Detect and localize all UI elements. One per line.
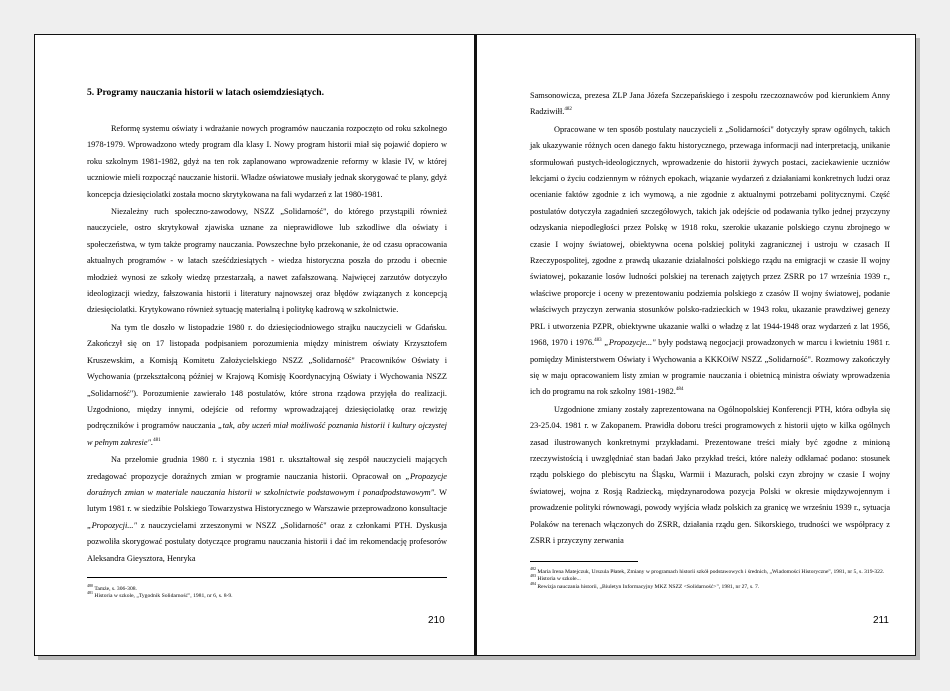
footnote — [530, 566, 890, 576]
paragraph — [530, 88, 890, 121]
footnote-number: 484 — [530, 580, 536, 586]
footnote — [87, 590, 447, 600]
text-run: były podstawą negocjacji prowadzonych w marcu i kwietniu 1981 r. pomiędzy Ministerstwem Oświaty i Wychowania a KKKOiW NSZZ „Solidarność". Rozmowy zakończyły się w maju opracowaniem listy zmian w programie nauczania i obietnicą ministra oświaty wprowadzenia ich do programu na rok szkolny 1981-1982. — [530, 338, 891, 397]
footnote-text: Historia w szkole, „Tygodnik Solidarność", 1981, nr 6, s. 8-9. — [94, 593, 233, 600]
paragraph — [530, 122, 890, 401]
text-run: Opracowane w ten sposób postulaty nauczycieli z „Solidarności" dotyczyły spraw ogólnych, takich jak ukazywanie różnych ocen danego faktu historycznego, przewaga informacji nad interpretacją, unikanie sformułowań pustych-ideologicznych, wprowadzenie do historii żywych postaci, zaciekawienie uczniów lekcjami o życiu codziennym w różnych epokach, wiązanie wydarzeń z działaniami konkretnych ludzi oraz ocenianie faktów zgodnie z ich wymową, a nie zgodnie z aktualnymi potrzebami politycznymi. Część postulatów dotyczyła zagadnień szczegółowych, takich jak odejście od podawania tylko jednej przyczyny odzyskania niepodległości przez Polskę w 1918 roku, szerokie ukazanie polskiego czynu zbrojnego w czasie I wojny światowej, obiektywna ocena polskiej polityki zagranicznej i ustroju w czasach II Rzeczypospolitej, zgodne z prawdą ukazanie działalności polskiego rządu na emigracji w czasie II wojny światowej, pokazanie losów ludności polskiej na terenach zajętych przez ZSRR po 17 września 1939 r., właściwe proporcje i oceny w prezentowaniu podziemia polskiego z czasów II wojny światowej, podanie właściwych przyczyn zerwania stosunków polsko-radzieckich w 1943 roku, ukazanie prawdziwej genezy PRL i utworzenia PZPR, obiektywne ukazanie walki o władzę z lat 1944-1948 oraz wydarzeń z lat 1956, 1968, 1970 i 1976. — [530, 124, 890, 348]
italic-title: „Propozycje..." — [604, 338, 656, 348]
italic-quote: „tak, aby uczeń miał możliwość poznania historii i kultury ojczystej w pełnym zakresie". — [87, 421, 447, 447]
footnote-ref[interactable]: 482 — [564, 107, 572, 113]
footnotes — [87, 583, 447, 601]
paragraph: Niezależny ruch społeczno-zawodowy, NSZZ „Solidarność", do którego przystąpili również nauczyciele, ostro skrytykował zjawiska uznane za nieprawidłowe lub szkodliwe dla oświaty i społeczeństwa, w tym także programy nauczania. Powszechne było przekonanie, że od czasu opracowania aktualnych programów - w latach sześćdziesiątych - wiedza historyczna poszła do przodu i obecnie młodzież wynosi ze szkoły wiedzę przestarzałą, a nawet zafałszowaną. Najwięcej zarzutów dotyczyło ideologizacji wiedzy, fałszowania historii i literatury najnowszej oraz błędów związanych z koncepcją dziesięciolatki. Krytykowano również sytuację materialną i politykę kadrową w szkolnictwie. — [87, 207, 447, 315]
paragraph: Uzgodnione zmiany zostały zaprezentowana na Ogólnopolskiej Konferencji PTH, która odbyła się 23-25.04. 1981 r. w Zakopanem. Prawidła doboru treści programowych z historii ujęto w kilka ogólnych zasad ilustrowanych konkretnymi przykładami. Prezentowane treści miały być zgodne z minioną rzeczywistością i uwzględniać stan badań Jako przykład treści, które należy odkłamać podano: stosunek rządu polskiego do plebiscytu na Śląsku, Warmii i Mazurach, polski czyn zbrojny w czasie I wojny światowej, wojna z Rosją Radziecką, międzynarodowa pozycja Polski w okresie międzywojennym i prowadzenie polityki równowagi, powody wyjścia władz polskich za granicę we wrześniu 1939 r., sytuacja Polaków na terenach włączonych do ZSRR, działania rządu gen. Sikorskiego, trudności we współpracy z ZSRR i przyczyny zerwania — [530, 404, 890, 545]
footnote-number: 483 — [530, 573, 536, 579]
italic-title: „Propozycje doraźnych zmian w materiale nauczania historii w szkolnictwie podstawowym i ponadpodstawowym". — [87, 471, 447, 497]
page-number: 211 — [873, 615, 889, 626]
text-run: W lutym 1981 r. w siedzibie Polskiego Towarzystwa Historycznego w Warszawie przeprowadzono konsultacje — [87, 487, 447, 514]
page-body — [530, 88, 890, 550]
footnote-number: 482 — [530, 566, 536, 572]
text-run: z nauczycielami zrzeszonymi w NSZZ „Solidarność" oraz z członkami PTH. Dyskusja pozwoliła skorygować postulaty dotyczące programu nauczania historii i dać im rekomendację profesorów Aleksandra Gieysztora, Henryka — [87, 520, 447, 563]
footnote-number: 480 — [87, 583, 93, 589]
page-shadow-bottom — [38, 656, 920, 660]
page-210 — [34, 34, 476, 656]
footnote-ref[interactable]: 484 — [675, 387, 684, 393]
footnote-ref[interactable]: 483 — [594, 338, 602, 344]
text-run: Na przełomie grudnia 1980 r. i stycznia 1981 r. ukształtował się zespół nauczycieli mających zredagować propozycje doraźnych zmian w programie nauczania historii. Opracował on — [87, 455, 447, 481]
footnote-number: 481 — [87, 590, 93, 596]
footnote-text: Historia w szkole... — [537, 576, 581, 583]
section-heading: 5. Programy nauczania historii w latach osiemdziesiątych. — [87, 87, 324, 98]
footnote-ref[interactable]: 481 — [153, 437, 161, 443]
footnote-divider — [530, 561, 638, 562]
footnote-text: Rewizja nauczania historii, „Biuletyn Informacyjny MKZ NSZZ <Solidarność>", 1981, nr 27, s. 7. — [537, 583, 760, 590]
footnote — [530, 580, 890, 591]
paragraph: Reformę systemu oświaty i wdrażanie nowych programów nauczania rozpoczęto od roku szkolnego 1978-1979. Wprowadzono wtedy program dla klasy I. Nowy program historii miał się pojawić dopiero w roku szkolnym 1981-1982, gdyż na ten rok zaplanowano wprowadzenie reformy w klasie IV, w której uczniowie mieli rozpocząć nauczanie historii. Władze oświatowe musiały jednak skorygować te plany, gdyż koncepcja dziesięciolatki została mocno skrytykowana na fali wydarzeń z lat 1980-1981. — [87, 124, 447, 199]
text-run: Na tym tle doszło w listopadzie 1980 r. do dziesięciodniowego strajku nauczycieli w Gdańsku. Zakończył się on 17 listopada podpisaniem porozumienia między ministrem oświaty Krzysztofem Kruszewskim, a Komisją Komitetu Założycielskiego NSZZ „Solidarność" Pracowników Oświaty i Wychowania (przekształconą później w Krajową Komisję Koordynacyjną Oświaty i Wychowania NSZZ „Solidarność"). Porozumienie zawierało 148 postulatów, które strona rządowa przyjęła do realizacji. Uzgodniono, między innymi, odejście od reformy wprowadzającej dziesięciolatkę oraz rewizję podręczników i programów nauczania — [87, 322, 447, 431]
paragraph — [87, 452, 447, 567]
italic-title: „Propozycji..." — [87, 520, 137, 530]
page-shadow-right — [916, 38, 920, 660]
page-211 — [476, 34, 916, 656]
page-number: 210 — [428, 615, 445, 626]
footnotes — [530, 566, 890, 591]
footnote-text: Tamże, s. 306-308. — [94, 586, 137, 592]
text-run: Samsonowicza, prezesa ZLP Jana Józefa Szczepańskiego i zespołu rzeczoznawców pod kierunkiem Anny Radziwiłł. — [530, 91, 890, 117]
page-body — [87, 87, 447, 568]
footnote — [530, 573, 890, 583]
footnote-text: Maria Irena Matejczuk, Urszula Płatek, Zmiany w programach historii szkół podstawowych i średnich, „Wiadomości Historyczne", 1981, nr 5, s. 319-322. — [537, 569, 885, 575]
paragraph — [87, 320, 447, 451]
footnote-divider — [87, 577, 447, 578]
